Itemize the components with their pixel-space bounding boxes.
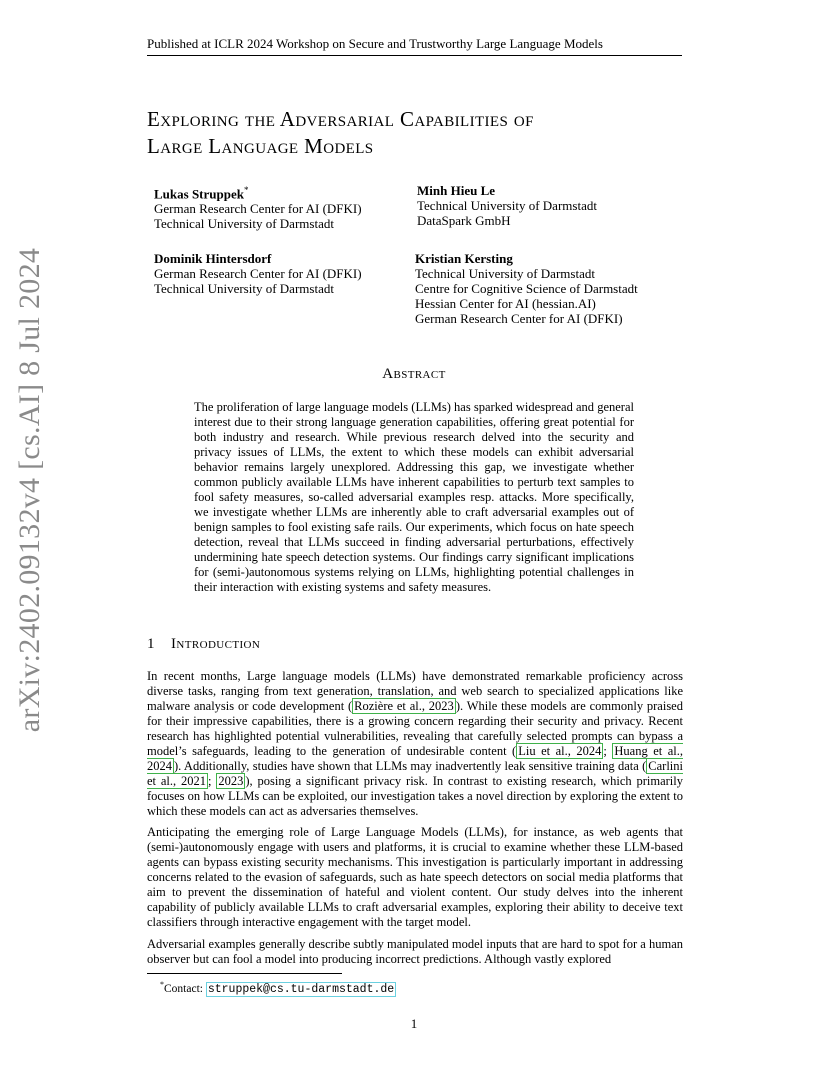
- arxiv-sidebar: [0, 0, 60, 1072]
- paragraph-text: In recent months, Large language models (LLMs) have demonstrated remarkable proficiency across diverse tasks, ranging from text generation, translation, and web search to specialized applications like malware analysis or code development (: [147, 669, 683, 713]
- footnote-mark: *: [160, 980, 164, 989]
- citation-link[interactable]: 2023: [218, 774, 244, 788]
- footnote-rule: [147, 973, 342, 974]
- author-name: Lukas Struppek: [154, 186, 244, 202]
- author-block: [154, 183, 362, 231]
- paper-title: [147, 106, 707, 160]
- author-affiliation: Hessian Center for AI (hessian.AI): [415, 296, 596, 311]
- author-affiliation: German Research Center for AI (DFKI): [154, 201, 362, 217]
- citation-link[interactable]: Huang et al., 2024: [147, 744, 683, 773]
- page-number: 1: [410, 1016, 418, 1031]
- citation-link[interactable]: Liu et al., 2024: [518, 744, 602, 758]
- author-affiliation: Technical University of Darmstadt: [415, 266, 595, 281]
- author-affiliation: DataSpark GmbH: [417, 213, 511, 228]
- author-name: Dominik Hintersdorf: [154, 251, 272, 266]
- abstract-heading: Abstract: [382, 366, 446, 382]
- author-name: Kristian Kersting: [415, 251, 513, 266]
- paragraph-text: ). Additionally, studies have shown that LLMs may inadvertently leak sensitive training data (: [174, 759, 647, 773]
- section-title: Introduction: [171, 636, 261, 652]
- author-block: [417, 183, 597, 228]
- paragraph-text: ;: [603, 744, 613, 758]
- abstract-text: The proliferation of large language models (LLMs) has sparked widespread and general interest due to their strong language generation capabilities, offering great potential for both industry and research. While previous research delved into the security and privacy issues of LLMs, the extent to which these models can exhibit adversarial behavior remains largely unexplored. Addressing this gap, we investigate whether common publicly available LLMs have inherent capabilities to perturb text samples to fool safety measures, so-called adversarial examples resp. attacks. More specifically, we investigate whether LLMs are inherently able to craft adversarial examples out of benign samples to fool existing safe rails. Our experiments, which focus on hate speech detection, reveal that LLMs succeed in finding adversarial perturbations, effectively undermining hate speech detection systems. Our findings carry significant implications for (semi-)autonomous systems relying on LLMs, highlighting potential challenges in their interaction with existing systems and safety measures.: [194, 400, 634, 594]
- paragraph-text: ;: [208, 774, 217, 788]
- paragraph-text: ). While these models are commonly praised for their impressive capabilities, there is a growing concern regarding their security and privacy. Recent research has highlighted potential vulnerabilities, revealing that carefully selected prompts can bypass a model’s safeguards, leading to the generation of undesirable content (: [147, 699, 683, 758]
- author-affiliation: German Research Center for AI (DFKI): [154, 266, 362, 281]
- arxiv-identifier: arXiv:2402.09132v4 [cs.AI] 8 Jul 2024: [13, 247, 46, 733]
- intro-paragraph-3: Adversarial examples generally describe subtly manipulated model inputs that are hard to spot for a human observer but can fool a model into producing incorrect predictions. Although vastly explored: [147, 937, 683, 966]
- running-header: Published at ICLR 2024 Workshop on Secure and Trustworthy Large Language Models: [147, 36, 682, 56]
- intro-paragraph-1: [147, 669, 683, 819]
- title-line-1: Exploring the Adversarial Capabilities of: [147, 107, 534, 131]
- citation-link[interactable]: Carlini et al., 2021: [147, 759, 683, 788]
- paragraph-text: ), posing a significant privacy risk. In contrast to existing research, which primarily focuses on how LLMs can be exploited, our investigation takes a novel direction by exploring the extent to which these models can act as adversaries themselves.: [147, 774, 683, 818]
- section-number: 1: [147, 636, 155, 652]
- footnote: [160, 978, 396, 997]
- intro-paragraph-2: Anticipating the emerging role of Large Language Models (LLMs), for instance, as web agents that (semi-)autonomously engage with users and platforms, it is crucial to examine whether these LLM-based agents can bypass existing security mechanisms. This investigation is particularly important in addressing concerns related to the evasion of safeguards, such as hate speech detectors on social media platforms that aim to prevent the dissemination of hateful and violent content. Our study delves into the inherent capability of publicly available LLMs to craft adversarial examples, exploring their ability to deceive text classifiers through interactive engagement with the target model.: [147, 825, 683, 929]
- author-affiliation: Centre for Cognitive Science of Darmstadt: [415, 281, 638, 296]
- author-affiliation: Technical University of Darmstadt: [154, 281, 334, 296]
- author-block: [154, 251, 362, 296]
- author-block: [415, 251, 638, 326]
- title-line-2: Large Language Models: [147, 134, 374, 158]
- author-affiliation: Technical University of Darmstadt: [417, 198, 597, 213]
- contact-email-link[interactable]: struppek@cs.tu-darmstadt.de: [207, 982, 395, 996]
- citation-link[interactable]: Rozière et al., 2023: [354, 699, 454, 713]
- author-footnote-mark: *: [243, 185, 249, 195]
- author-name: Minh Hieu Le: [417, 183, 496, 198]
- author-affiliation: Technical University of Darmstadt: [154, 216, 334, 232]
- section-heading: [147, 636, 260, 653]
- footnote-label: Contact:: [164, 982, 206, 995]
- author-affiliation: German Research Center for AI (DFKI): [415, 311, 623, 326]
